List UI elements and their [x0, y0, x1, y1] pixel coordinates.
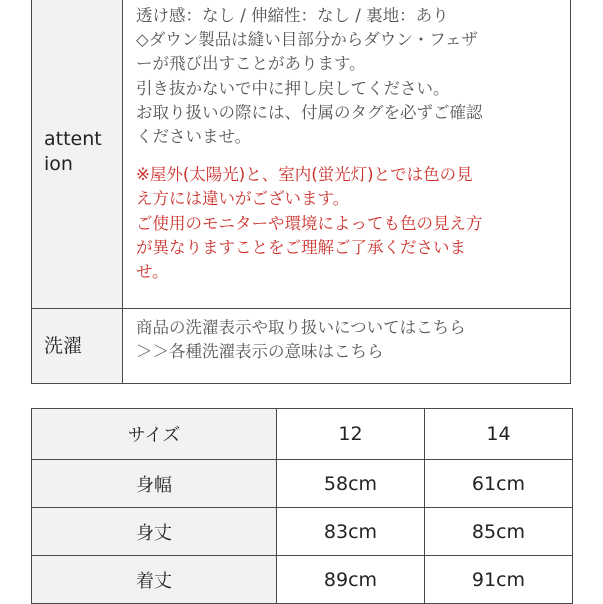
product-info-table [31, 0, 571, 384]
warning-line: せ。 [136, 262, 169, 282]
text-line: お取り扱いの際には、付属のタグを必ずご確認 [136, 102, 483, 122]
attention-row [32, 0, 570, 308]
text-line: ◇ダウン製品は縫い目部分からダウン・フェザ [136, 30, 478, 50]
attention-label-line1: attent [44, 128, 102, 150]
size-header-12: 12 [277, 409, 425, 460]
washing-row [32, 308, 570, 383]
table-cell: 85cm [425, 508, 573, 556]
attention-label-line2: ion [44, 153, 73, 175]
size-header-label: サイズ [32, 409, 277, 460]
warning-line: が異なりますことをご理解ご了承くださいま [136, 237, 466, 257]
table-cell: 58cm [277, 460, 425, 508]
washing-symbols-link[interactable]: ＞＞各種洗濯表示の意味はこちら [136, 342, 384, 362]
row-label: 着丈 [32, 556, 277, 604]
washing-text [123, 309, 570, 383]
row-label: 身幅 [32, 460, 277, 508]
table-row [32, 460, 573, 508]
text-line: 透け感：なし / 伸縮性：なし / 裏地：あり [136, 6, 449, 25]
table-cell: 61cm [425, 460, 573, 508]
size-header-14: 14 [425, 409, 573, 460]
text-line: 引き抜かないで中に押し戻してください。 [136, 78, 450, 98]
table-cell: 83cm [277, 508, 425, 556]
table-row [32, 556, 573, 604]
warning-line: ※屋外(太陽光)と、室内(蛍光灯)とでは色の見 [136, 165, 473, 185]
size-header-row [32, 409, 573, 460]
warning-line: え方には違いがございます。 [136, 189, 350, 209]
washing-label: 洗濯 [32, 309, 123, 383]
text-line: くださいませ。 [136, 127, 252, 147]
table-cell: 91cm [425, 556, 573, 604]
attention-text [123, 0, 570, 308]
washing-info-link[interactable]: 商品の洗濯表示や取り扱いについてはこちら [136, 318, 466, 337]
table-row [32, 508, 573, 556]
warning-line: ご使用のモニターや環境によっても色の見え方 [136, 213, 483, 233]
text-line: ーが飛び出すことがあります。 [136, 54, 366, 74]
row-label: 身丈 [32, 508, 277, 556]
table-cell: 89cm [277, 556, 425, 604]
size-table [31, 408, 573, 604]
attention-label [32, 0, 123, 308]
